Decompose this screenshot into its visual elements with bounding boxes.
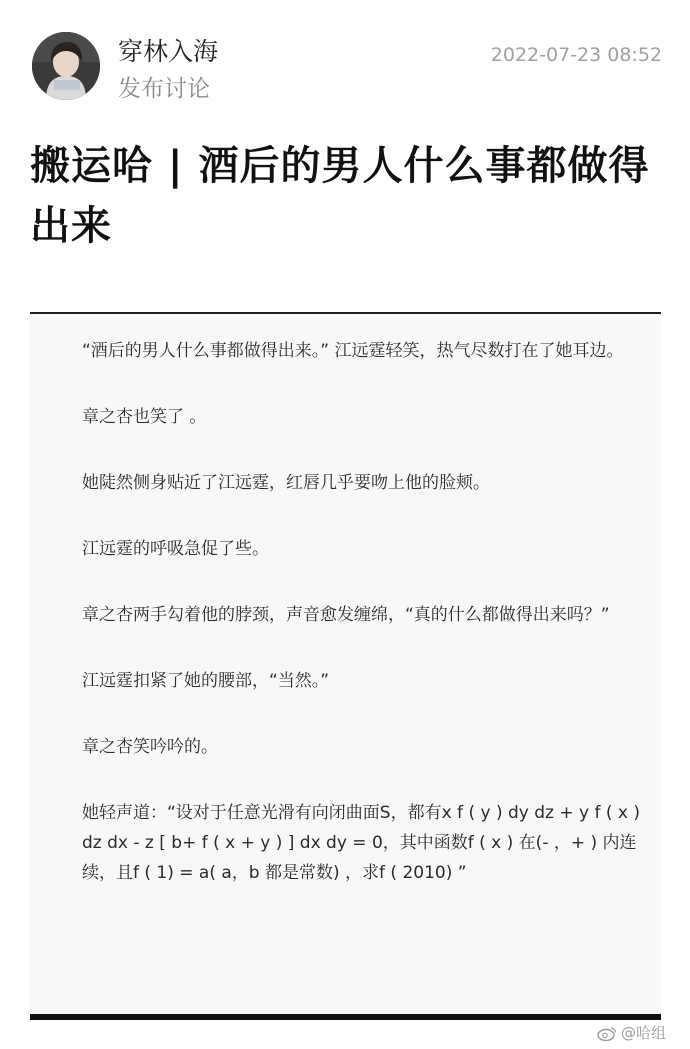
watermark-text: @哈组 [620,1024,666,1042]
article-paragraph-7: 章之杏笑吟吟的。 [82,737,218,757]
article-paragraph-6: 江远霆扣紧了她的腰部，“当然。” [82,671,330,691]
article-paragraph-1: “酒后的男人什么事都做得出来。” 江远霆轻笑，热气尽数打在了她耳边。 [82,341,624,361]
author-action-label: 发布讨论 [118,76,210,102]
article-paragraph-4: 江远霆的呼吸急促了些。 [82,539,269,559]
article-paragraph-5: 章之杏两手勾着他的脖颈，声音愈发缠绵，“真的什么都做得出来吗？” [82,605,610,625]
article-paragraph-2: 章之杏也笑了 。 [82,407,207,427]
article-paragraph-8: 她轻声道：“设对于任意光滑有向闭曲面S，都有x f ( y ) dy dz + y f ( x ) dz dx - z [ b+ f ( x + y ) ] dx dy = 0，其中函数f ( x ) 在(- ，+ ) 内连续，且f ( 1) = a( a，b 都是常数) ，求f ( 2010) ” [82,803,640,883]
avatar[interactable] [32,32,100,100]
post-timestamp: 2022-07-23 08:52 [490,44,662,66]
watermark [597,1023,666,1043]
post-title: 搬运哈 | 酒后的男人什么事都做得出来 [30,143,650,249]
avatar-portrait-icon [32,32,100,100]
article-paragraph-3: 她陡然侧身贴近了江远霆，红唇几乎要吻上他的脸颊。 [82,473,490,493]
article-text [82,336,642,924]
author-name[interactable]: 穿林入海 [118,37,219,66]
article-image[interactable] [30,312,661,1020]
weibo-logo-icon [597,1025,617,1041]
